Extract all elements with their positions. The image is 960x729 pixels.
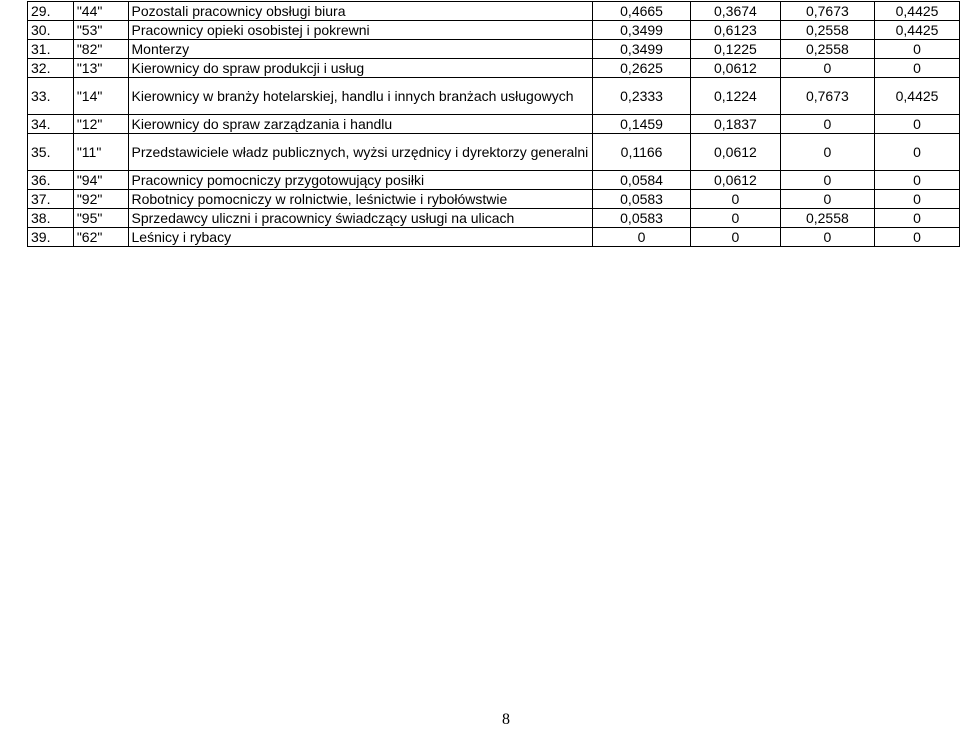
occupation-code: "53" — [73, 21, 128, 40]
occupation-name: Przedstawiciele władz publicznych, wyżsi urzędnicy i dyrektorzy generalni — [128, 134, 593, 171]
value-col-3: 0 — [780, 171, 874, 190]
value-col-3: 0 — [780, 228, 874, 247]
value-col-2: 0,0612 — [691, 59, 781, 78]
value-col-1: 0,0583 — [593, 190, 691, 209]
value-col-2: 0 — [691, 190, 781, 209]
value-col-4: 0 — [875, 115, 960, 134]
value-col-3: 0,2558 — [780, 40, 874, 59]
occupation-code: "95" — [73, 209, 128, 228]
occupation-code: "12" — [73, 115, 128, 134]
value-col-1: 0 — [593, 228, 691, 247]
table-row — [28, 171, 960, 190]
page-number: 8 — [502, 711, 510, 728]
occupation-code: "44" — [73, 2, 128, 21]
row-number: 30. — [28, 21, 74, 40]
table-row — [28, 40, 960, 59]
value-col-1: 0,2625 — [593, 59, 691, 78]
occupation-name: Monterzy — [128, 40, 593, 59]
table-row — [28, 78, 960, 115]
value-col-4: 0 — [875, 40, 960, 59]
value-col-4: 0,4425 — [875, 78, 960, 115]
row-number: 37. — [28, 190, 74, 209]
occupation-name: Kierownicy do spraw zarządzania i handlu — [128, 115, 593, 134]
occupation-code: "13" — [73, 59, 128, 78]
value-col-2: 0,1224 — [691, 78, 781, 115]
value-col-3: 0,7673 — [780, 78, 874, 115]
value-col-3: 0 — [780, 115, 874, 134]
value-col-3: 0,2558 — [780, 21, 874, 40]
table-row — [28, 228, 960, 247]
occupation-name: Kierownicy w branży hotelarskiej, handlu i innych branżach usługowych — [128, 78, 593, 115]
row-number: 33. — [28, 78, 74, 115]
value-col-3: 0 — [780, 190, 874, 209]
value-col-4: 0 — [875, 134, 960, 171]
value-col-3: 0 — [780, 59, 874, 78]
occupation-name: Pracownicy opieki osobistej i pokrewni — [128, 21, 593, 40]
value-col-2: 0 — [691, 228, 781, 247]
table-row — [28, 59, 960, 78]
value-col-4: 0 — [875, 190, 960, 209]
value-col-4: 0 — [875, 171, 960, 190]
value-col-1: 0,4665 — [593, 2, 691, 21]
table-row — [28, 134, 960, 171]
value-col-2: 0,1837 — [691, 115, 781, 134]
value-col-4: 0 — [875, 59, 960, 78]
value-col-2: 0,0612 — [691, 171, 781, 190]
row-number: 39. — [28, 228, 74, 247]
table-row — [28, 21, 960, 40]
table-row — [28, 209, 960, 228]
value-col-3: 0,2558 — [780, 209, 874, 228]
table-row — [28, 190, 960, 209]
occupation-code: "11" — [73, 134, 128, 171]
row-number: 36. — [28, 171, 74, 190]
value-col-4: 0,4425 — [875, 2, 960, 21]
occupation-table — [27, 1, 960, 247]
occupation-code: "62" — [73, 228, 128, 247]
row-number: 34. — [28, 115, 74, 134]
value-col-2: 0 — [691, 209, 781, 228]
occupation-code: "14" — [73, 78, 128, 115]
row-number: 31. — [28, 40, 74, 59]
value-col-1: 0,0584 — [593, 171, 691, 190]
row-number: 35. — [28, 134, 74, 171]
value-col-3: 0 — [780, 134, 874, 171]
table-row — [28, 115, 960, 134]
value-col-4: 0 — [875, 228, 960, 247]
occupation-name: Pracownicy pomocniczy przygotowujący posiłki — [128, 171, 593, 190]
occupation-code: "94" — [73, 171, 128, 190]
row-number: 38. — [28, 209, 74, 228]
occupation-name: Pozostali pracownicy obsługi biura — [128, 2, 593, 21]
row-number: 29. — [28, 2, 74, 21]
value-col-1: 0,1166 — [593, 134, 691, 171]
value-col-1: 0,2333 — [593, 78, 691, 115]
value-col-1: 0,0583 — [593, 209, 691, 228]
value-col-3: 0,7673 — [780, 2, 874, 21]
value-col-2: 0,6123 — [691, 21, 781, 40]
value-col-4: 0,4425 — [875, 21, 960, 40]
value-col-4: 0 — [875, 209, 960, 228]
occupation-name: Robotnicy pomocniczy w rolnictwie, leśnictwie i rybołówstwie — [128, 190, 593, 209]
value-col-1: 0,1459 — [593, 115, 691, 134]
value-col-2: 0,0612 — [691, 134, 781, 171]
value-col-1: 0,3499 — [593, 40, 691, 59]
row-number: 32. — [28, 59, 74, 78]
occupation-code: "92" — [73, 190, 128, 209]
value-col-1: 0,3499 — [593, 21, 691, 40]
occupation-code: "82" — [73, 40, 128, 59]
value-col-2: 0,1225 — [691, 40, 781, 59]
table-row — [28, 2, 960, 21]
occupation-name: Sprzedawcy uliczni i pracownicy świadczący usługi na ulicach — [128, 209, 593, 228]
occupation-name: Leśnicy i rybacy — [128, 228, 593, 247]
value-col-2: 0,3674 — [691, 2, 781, 21]
occupation-name: Kierownicy do spraw produkcji i usług — [128, 59, 593, 78]
